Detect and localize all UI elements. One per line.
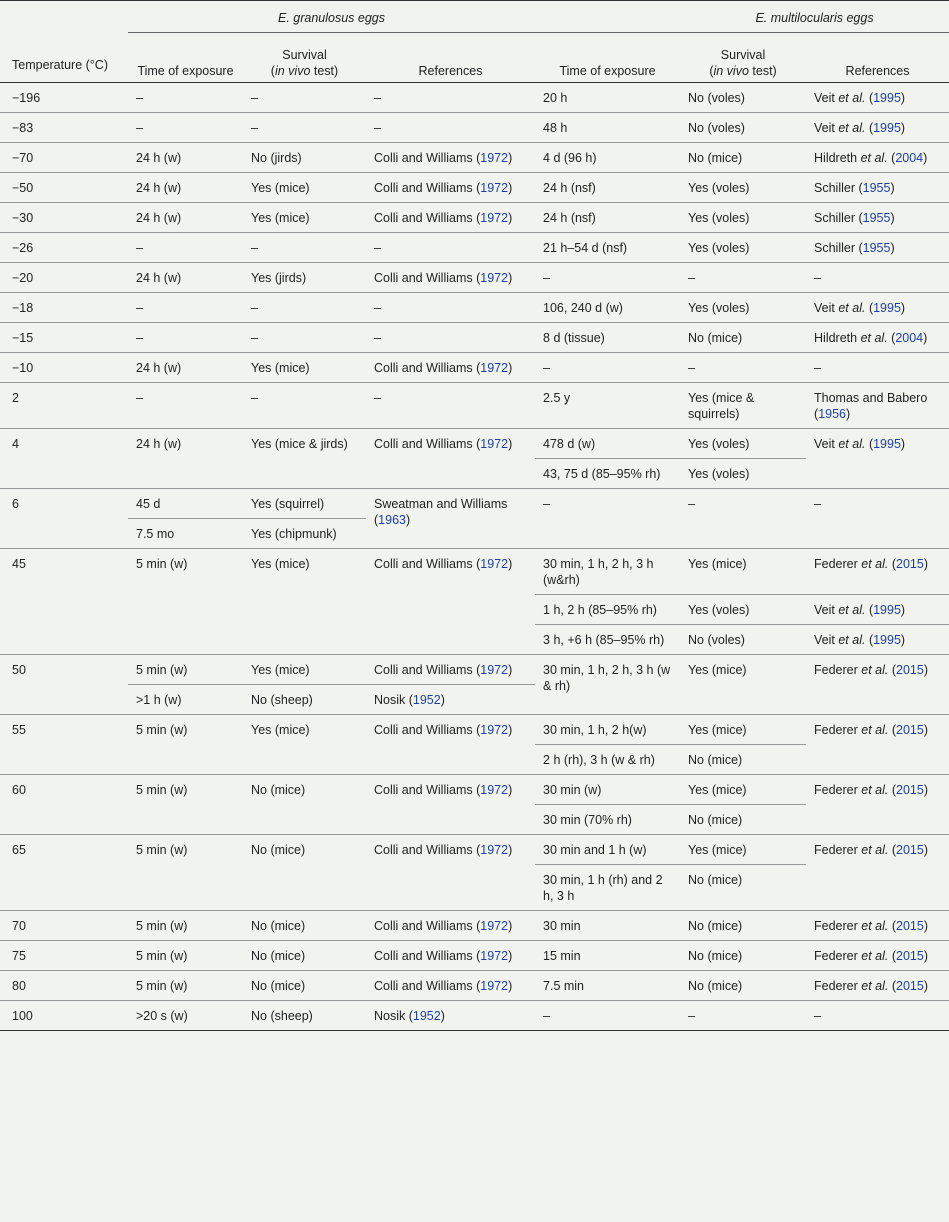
cell-eg-reference: Colli and Williams (1972) [366, 263, 535, 293]
cell-eg-time: – [128, 293, 243, 323]
ref-year-link[interactable]: 1995 [873, 633, 901, 647]
cell-eg-time: – [128, 233, 243, 263]
table-row [0, 293, 949, 323]
cell-temperature: 2 [0, 383, 128, 429]
table-row [0, 233, 949, 263]
cell-em-time: 478 d (w) [535, 429, 680, 459]
cell-em-time: – [535, 263, 680, 293]
ref-year-link[interactable]: 1955 [862, 181, 891, 195]
col-time-eg: Time of exposure [137, 64, 234, 78]
cell-em-time: 7.5 min [535, 971, 680, 1001]
cell-temperature: 60 [0, 775, 128, 835]
ref-year-link[interactable]: 1972 [480, 979, 509, 993]
cell-em-survival: No (mice) [680, 911, 806, 941]
table-row [0, 549, 949, 595]
cell-eg-survival: – [243, 293, 366, 323]
cell-em-survival: No (mice) [680, 323, 806, 353]
cell-em-time: 21 h–54 d (nsf) [535, 233, 680, 263]
table-row [0, 203, 949, 233]
cell-em-survival: Yes (mice) [680, 655, 806, 715]
table-row [0, 1001, 949, 1031]
cell-eg-time: >1 h (w) [128, 685, 243, 715]
table-row [0, 83, 949, 113]
cell-em-survival: No (voles) [680, 83, 806, 113]
cell-em-reference: Veit et al. (1995) [806, 429, 949, 489]
table-row [0, 263, 949, 293]
cell-em-time: 2 h (rh), 3 h (w & rh) [535, 745, 680, 775]
cell-em-reference: Hildreth et al. (2004) [806, 323, 949, 353]
cell-eg-reference: Colli and Williams (1972) [366, 353, 535, 383]
cell-em-time: – [535, 353, 680, 383]
cell-eg-survival: No (mice) [243, 971, 366, 1001]
cell-em-survival: Yes (mice & squirrels) [680, 383, 806, 429]
cell-em-reference: Veit et al. (1995) [806, 83, 949, 113]
cell-temperature: 100 [0, 1001, 128, 1031]
table-body [0, 83, 949, 1031]
cell-eg-time: 5 min (w) [128, 775, 243, 835]
cell-eg-reference: Colli and Williams (1972) [366, 911, 535, 941]
cell-em-reference: Federer et al. (2015) [806, 655, 949, 715]
cell-eg-survival: Yes (mice) [243, 353, 366, 383]
ref-year-link[interactable]: 2015 [896, 919, 924, 933]
ref-year-link[interactable]: 1972 [480, 271, 509, 285]
table-header [0, 1, 949, 83]
ref-year-link[interactable]: 1972 [480, 919, 509, 933]
table-row [0, 971, 949, 1001]
table-row [0, 835, 949, 865]
ref-year-link[interactable]: 2015 [896, 949, 924, 963]
cell-em-time: 106, 240 d (w) [535, 293, 680, 323]
cell-em-reference: Federer et al. (2015) [806, 835, 949, 911]
cell-em-survival: No (voles) [680, 113, 806, 143]
cell-eg-reference: Sweatman and Williams (1963) [366, 489, 535, 549]
cell-em-survival: Yes (voles) [680, 459, 806, 489]
cell-eg-survival: No (mice) [243, 835, 366, 911]
cell-eg-time: 7.5 mo [128, 519, 243, 549]
ref-year-link[interactable]: 2004 [895, 151, 924, 165]
ref-year-link[interactable]: 1956 [818, 407, 846, 421]
cell-em-time: 30 min, 1 h (rh) and 2 h, 3 h [535, 865, 680, 911]
cell-temperature: −18 [0, 293, 128, 323]
cell-temperature: −10 [0, 353, 128, 383]
cell-eg-survival: Yes (squirrel) [243, 489, 366, 519]
cell-eg-reference: Colli and Williams (1972) [366, 549, 535, 655]
cell-eg-time: 5 min (w) [128, 971, 243, 1001]
cell-eg-reference: Colli and Williams (1972) [366, 715, 535, 775]
ref-year-link[interactable]: 1972 [480, 557, 509, 571]
cell-em-reference: – [806, 1001, 949, 1031]
cell-eg-survival: No (mice) [243, 911, 366, 941]
cell-em-survival: Yes (voles) [680, 429, 806, 459]
cell-em-reference: – [806, 489, 949, 549]
ref-year-link[interactable]: 2015 [896, 723, 924, 737]
cell-em-time: 30 min and 1 h (w) [535, 835, 680, 865]
table-row [0, 775, 949, 805]
cell-eg-time: 5 min (w) [128, 549, 243, 655]
ref-year-link[interactable]: 2015 [896, 979, 924, 993]
cell-eg-time: 45 d [128, 489, 243, 519]
cell-em-survival: No (voles) [680, 625, 806, 655]
cell-eg-reference: Colli and Williams (1972) [366, 835, 535, 911]
cell-em-time: 30 min, 1 h, 2 h(w) [535, 715, 680, 745]
cell-eg-time: – [128, 323, 243, 353]
cell-em-survival: Yes (mice) [680, 775, 806, 805]
table-row [0, 173, 949, 203]
cell-temperature: 6 [0, 489, 128, 549]
cell-em-survival: No (mice) [680, 805, 806, 835]
cell-eg-time: 24 h (w) [128, 263, 243, 293]
col-temperature: Temperature (°C) [12, 57, 108, 72]
cell-eg-reference: – [366, 233, 535, 263]
cell-em-time: 15 min [535, 941, 680, 971]
cell-em-reference: Schiller (1955) [806, 173, 949, 203]
cell-em-reference: Schiller (1955) [806, 233, 949, 263]
cell-eg-reference: Colli and Williams (1972) [366, 143, 535, 173]
cell-em-reference: Thomas and Babero (1956) [806, 383, 949, 429]
cell-eg-survival: Yes (jirds) [243, 263, 366, 293]
cell-eg-survival: Yes (mice) [243, 715, 366, 775]
cell-eg-time: 5 min (w) [128, 911, 243, 941]
cell-eg-reference: – [366, 113, 535, 143]
cell-eg-time: 24 h (w) [128, 203, 243, 233]
cell-temperature: 75 [0, 941, 128, 971]
cell-temperature: −30 [0, 203, 128, 233]
cell-em-survival: Yes (voles) [680, 173, 806, 203]
cell-eg-time: >20 s (w) [128, 1001, 243, 1031]
cell-eg-survival: Yes (mice) [243, 549, 366, 655]
cell-eg-reference: – [366, 383, 535, 429]
cell-em-survival: – [680, 1001, 806, 1031]
cell-eg-survival: No (jirds) [243, 143, 366, 173]
table-row [0, 715, 949, 745]
ref-year-link[interactable]: 1972 [480, 783, 509, 797]
col-ref-em: References [845, 64, 910, 78]
cell-temperature: −70 [0, 143, 128, 173]
ref-year-link[interactable]: 2015 [896, 843, 924, 857]
cell-em-reference: Federer et al. (2015) [806, 941, 949, 971]
group-em-title: E. multilocularis eggs [755, 11, 874, 25]
cell-em-survival: Yes (voles) [680, 203, 806, 233]
cell-em-reference: Federer et al. (2015) [806, 715, 949, 775]
cell-eg-reference: – [366, 323, 535, 353]
cell-eg-reference: Colli and Williams (1972) [366, 429, 535, 489]
cell-eg-reference: Colli and Williams (1972) [366, 655, 535, 685]
cell-em-survival: Yes (mice) [680, 715, 806, 745]
table-row [0, 113, 949, 143]
cell-em-reference: Federer et al. (2015) [806, 549, 949, 595]
cell-eg-survival: – [243, 113, 366, 143]
cell-eg-survival: No (mice) [243, 775, 366, 835]
cell-temperature: 45 [0, 549, 128, 655]
cell-em-reference: Federer et al. (2015) [806, 911, 949, 941]
cell-eg-survival: – [243, 83, 366, 113]
cell-em-time: 24 h (nsf) [535, 203, 680, 233]
cell-eg-time: 24 h (w) [128, 353, 243, 383]
cell-em-time: 1 h, 2 h (85–95% rh) [535, 595, 680, 625]
cell-em-survival: – [680, 489, 806, 549]
cell-temperature: 55 [0, 715, 128, 775]
cell-eg-time: 24 h (w) [128, 173, 243, 203]
cell-em-time: 43, 75 d (85–95% rh) [535, 459, 680, 489]
table-row [0, 489, 949, 519]
cell-em-time: 30 min, 1 h, 2 h, 3 h (w & rh) [535, 655, 680, 715]
cell-eg-survival: Yes (mice & jirds) [243, 429, 366, 489]
cell-eg-survival: No (sheep) [243, 685, 366, 715]
cell-eg-reference: Colli and Williams (1972) [366, 941, 535, 971]
ref-year-link[interactable]: 1972 [480, 949, 509, 963]
cell-em-reference: Federer et al. (2015) [806, 971, 949, 1001]
cell-em-survival: Yes (voles) [680, 595, 806, 625]
cell-eg-survival: No (mice) [243, 941, 366, 971]
col-time-em: Time of exposure [559, 64, 656, 78]
ref-year-link[interactable]: 1972 [480, 151, 509, 165]
cell-eg-time: 24 h (w) [128, 429, 243, 489]
cell-eg-reference: Nosik (1952) [366, 1001, 535, 1031]
cell-em-reference: Federer et al. (2015) [806, 775, 949, 835]
ref-year-link[interactable]: 1972 [480, 361, 509, 375]
cell-eg-survival: Yes (mice) [243, 655, 366, 685]
cell-em-time: 30 min (70% rh) [535, 805, 680, 835]
cell-em-survival: – [680, 353, 806, 383]
cell-temperature: −26 [0, 233, 128, 263]
cell-temperature: 50 [0, 655, 128, 715]
cell-eg-survival: No (sheep) [243, 1001, 366, 1031]
cell-em-survival: No (mice) [680, 971, 806, 1001]
cell-em-time: 8 d (tissue) [535, 323, 680, 353]
group-eg-title: E. granulosus eggs [278, 11, 386, 25]
cell-eg-survival: Yes (mice) [243, 173, 366, 203]
cell-eg-reference: Nosik (1952) [366, 685, 535, 715]
cell-eg-reference: Colli and Williams (1972) [366, 173, 535, 203]
col-ref-eg: References [418, 64, 483, 78]
cell-em-survival: Yes (mice) [680, 549, 806, 595]
cell-em-time: 30 min (w) [535, 775, 680, 805]
ref-year-link[interactable]: 1995 [873, 437, 901, 451]
cell-em-time: – [535, 1001, 680, 1031]
cell-eg-survival: – [243, 323, 366, 353]
cell-temperature: 80 [0, 971, 128, 1001]
ref-year-link[interactable]: 2015 [896, 663, 924, 677]
col-survival-em: Survival (in vivo test) [709, 48, 777, 78]
ref-year-link[interactable]: 1972 [480, 843, 509, 857]
ref-year-link[interactable]: 1952 [412, 1009, 441, 1023]
cell-eg-time: 5 min (w) [128, 655, 243, 685]
cell-em-time: 30 min, 1 h, 2 h, 3 h (w&rh) [535, 549, 680, 595]
cell-eg-time: 5 min (w) [128, 715, 243, 775]
ref-year-link[interactable]: 1972 [480, 181, 509, 195]
cell-em-time: – [535, 489, 680, 549]
cell-em-time: 48 h [535, 113, 680, 143]
ref-year-link[interactable]: 1963 [378, 513, 406, 527]
cell-em-survival: Yes (mice) [680, 835, 806, 865]
ref-year-link[interactable]: 1972 [480, 723, 509, 737]
cell-em-reference: – [806, 263, 949, 293]
table-row [0, 323, 949, 353]
cell-temperature: −20 [0, 263, 128, 293]
cell-em-time: 30 min [535, 911, 680, 941]
cell-temperature: −83 [0, 113, 128, 143]
cell-em-survival: No (mice) [680, 941, 806, 971]
cell-em-reference: Hildreth et al. (2004) [806, 143, 949, 173]
ref-year-link[interactable]: 1972 [480, 211, 509, 225]
cell-em-time: 20 h [535, 83, 680, 113]
ref-year-link[interactable]: 1952 [412, 693, 441, 707]
table-row [0, 941, 949, 971]
ref-year-link[interactable]: 1955 [862, 211, 891, 225]
cell-em-survival: – [680, 263, 806, 293]
cell-eg-survival: Yes (chipmunk) [243, 519, 366, 549]
ref-year-link[interactable]: 1995 [873, 91, 901, 105]
cell-eg-survival: – [243, 233, 366, 263]
ref-year-link[interactable]: 2004 [895, 331, 924, 345]
cell-eg-survival: Yes (mice) [243, 203, 366, 233]
cell-eg-reference: Colli and Williams (1972) [366, 203, 535, 233]
table-row [0, 383, 949, 429]
cell-em-reference: Veit et al. (1995) [806, 293, 949, 323]
cell-em-survival: No (mice) [680, 745, 806, 775]
cell-eg-reference: Colli and Williams (1972) [366, 971, 535, 1001]
cell-eg-time: – [128, 113, 243, 143]
table-row [0, 429, 949, 459]
cell-em-survival: Yes (voles) [680, 293, 806, 323]
cell-em-time: 2.5 y [535, 383, 680, 429]
table-row [0, 143, 949, 173]
ref-year-link[interactable]: 1972 [480, 437, 509, 451]
cell-eg-reference: – [366, 293, 535, 323]
cell-temperature: −196 [0, 83, 128, 113]
table-row [0, 655, 949, 685]
cell-em-reference: – [806, 353, 949, 383]
table-row [0, 353, 949, 383]
ref-year-link[interactable]: 2015 [896, 557, 924, 571]
cell-eg-time: – [128, 83, 243, 113]
ref-year-link[interactable]: 1972 [480, 663, 509, 677]
cell-eg-reference: – [366, 83, 535, 113]
cell-em-reference: Veit et al. (1995) [806, 625, 949, 655]
cell-em-survival: No (mice) [680, 143, 806, 173]
ref-year-link[interactable]: 1955 [862, 241, 891, 255]
cell-temperature: −15 [0, 323, 128, 353]
table-row [0, 911, 949, 941]
cell-temperature: 70 [0, 911, 128, 941]
cell-eg-time: 5 min (w) [128, 835, 243, 911]
cell-em-reference: Veit et al. (1995) [806, 113, 949, 143]
cell-em-survival: No (mice) [680, 865, 806, 911]
cell-em-time: 24 h (nsf) [535, 173, 680, 203]
cell-eg-reference: Colli and Williams (1972) [366, 775, 535, 835]
ref-year-link[interactable]: 2015 [896, 783, 924, 797]
cell-temperature: 65 [0, 835, 128, 911]
cell-em-time: 3 h, +6 h (85–95% rh) [535, 625, 680, 655]
cell-em-time: 4 d (96 h) [535, 143, 680, 173]
cell-em-reference: Schiller (1955) [806, 203, 949, 233]
ref-year-link[interactable]: 1995 [873, 301, 901, 315]
col-survival-eg: Survival (in vivo test) [270, 48, 339, 78]
cell-temperature: −50 [0, 173, 128, 203]
cell-eg-time: 5 min (w) [128, 941, 243, 971]
cell-em-reference: Veit et al. (1995) [806, 595, 949, 625]
cell-eg-survival: – [243, 383, 366, 429]
ref-year-link[interactable]: 1995 [873, 603, 901, 617]
cell-eg-time: 24 h (w) [128, 143, 243, 173]
cell-em-survival: Yes (voles) [680, 233, 806, 263]
cell-eg-time: – [128, 383, 243, 429]
cell-temperature: 4 [0, 429, 128, 489]
ref-year-link[interactable]: 1995 [873, 121, 901, 135]
